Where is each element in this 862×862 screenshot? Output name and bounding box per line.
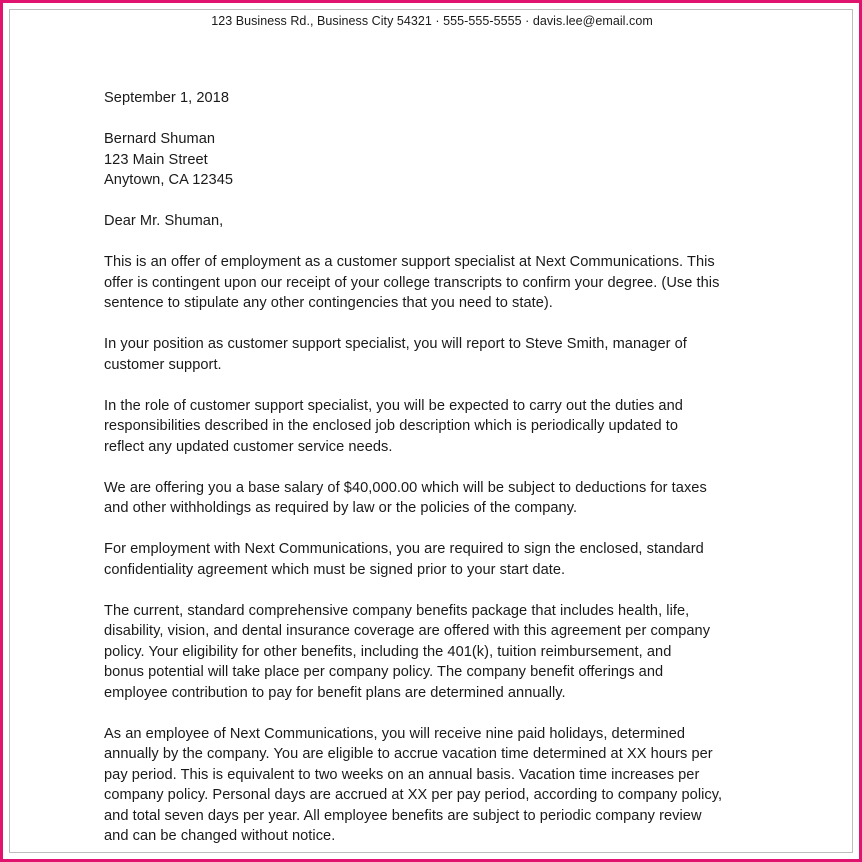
paragraph-line: confidentiality agreement which must be signed prior to your start date. [104,561,566,578]
paragraph-benefits [104,601,784,704]
paragraph-line: In your position as customer support specialist, you will report to Steve Smith, manager of [104,336,687,352]
paragraph-line: bonus potential will take place per company policy. The company benefit offerings and [104,664,664,680]
paragraph-line: For employment with Next Communications, you are required to sign the enclosed, standard [104,541,704,557]
letter-body [104,88,784,853]
paragraph-holidays [104,724,784,847]
paragraph-line: We are offering you a base salary of $40,000.00 which will be subject to deductions for taxes [104,479,707,496]
recipient-city: Anytown, CA 12345 [104,172,234,188]
paragraph-line: reflect any updated customer service needs. [104,438,393,455]
letter-page [9,9,853,853]
paragraph-duties [104,396,784,458]
recipient-address [104,129,784,191]
paragraph-confidentiality [104,539,784,580]
paragraph-reporting [104,334,784,375]
paragraph-line: offer is contingent upon our receipt of your college transcripts to confirm your degree. (Use this [104,274,720,291]
paragraph-offer [104,252,784,314]
paragraph-line: company policy. Personal days are accrued at XX per pay period, according to company policy, [104,787,723,803]
paragraph-line: This is an offer of employment as a customer support specialist at Next Communications. This [104,254,715,270]
paragraph-line: annually by the company. You are eligible to accrue vacation time determined at XX hours per [104,746,713,762]
paragraph-line: and total seven days per year. All employee benefits are subject to periodic company review [104,807,702,824]
paragraph-line: As an employee of Next Communications, you will receive nine paid holidays, determined [104,725,686,742]
paragraph-line: customer support. [104,356,222,373]
paragraph-line: pay period. This is equivalent to two weeks on an annual basis. Vacation time increases per [104,766,700,783]
letter-header-contact: 123 Business Rd., Business City 54321 · 555-555-5555 · davis.lee@email.com [211,14,653,28]
paragraph-line: and other withholdings as required by law or the policies of the company. [104,500,578,516]
letter-date: September 1, 2018 [104,90,229,106]
paragraph-salary [104,478,784,519]
paragraph-line: policy. Your eligibility for other benefits, including the 401(k), tuition reimbursement, and [104,643,672,660]
paragraph-line: The current, standard comprehensive company benefits package that includes health, life, [104,602,690,619]
paragraph-line: employee contribution to pay for benefit plans are determined annually. [104,684,566,701]
paragraph-line: disability, vision, and dental insurance coverage are offered with this agreement per company [104,623,711,639]
paragraph-line: and can be changed without notice. [104,828,336,844]
paragraph-line: sentence to stipulate any other contingencies that you need to state). [104,295,553,311]
salutation: Dear Mr. Shuman, [104,213,224,229]
recipient-name: Bernard Shuman [104,131,216,147]
recipient-street: 123 Main Street [104,151,208,168]
paragraph-line: responsibilities described in the enclosed job description which is periodically updated to [104,418,679,434]
paragraph-line: In the role of customer support specialist, you will be expected to carry out the duties and [104,397,683,414]
